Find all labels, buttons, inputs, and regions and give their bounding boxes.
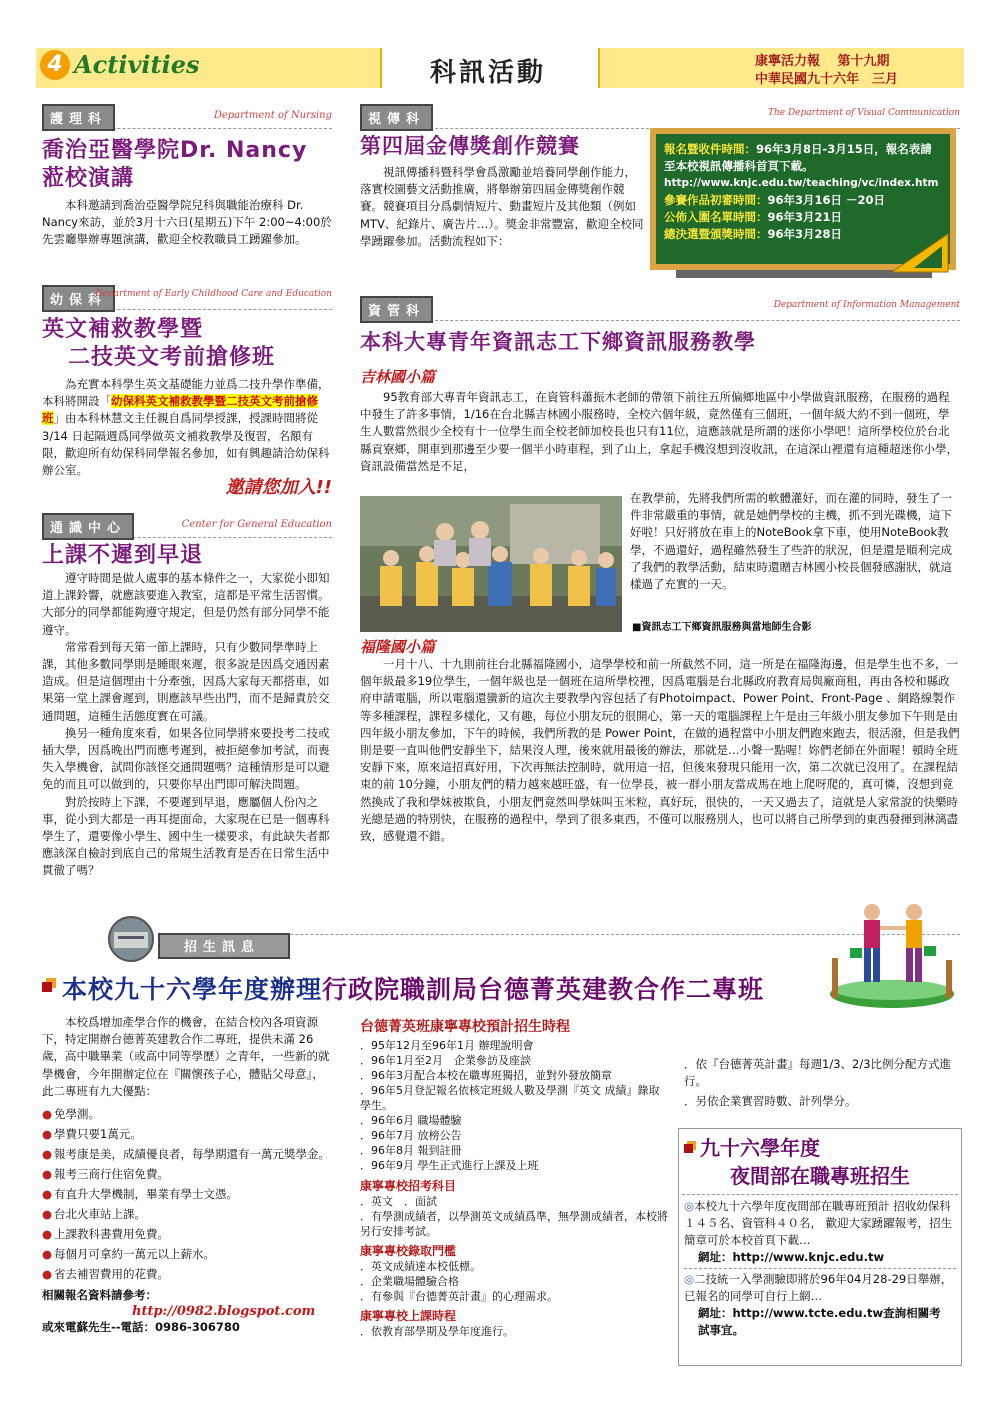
contact-label: 相關報名資料請參考：: [42, 1288, 157, 1303]
visual-dept-en: The Department of Visual Communication: [767, 108, 960, 118]
night-p1-text: 本校九十六學年度夜間部在職專班預計 招收幼保科１４５名、資管科４０名， 歡迎大家踴躍報考，招生簡章可於本校首頁下載…: [684, 1199, 953, 1247]
class-title: 康寧專校上課時程: [360, 1309, 457, 1323]
night-title-2: 夜間部在職專班招生: [730, 1164, 910, 1188]
fulong-subtitle: 福隆國小篇: [360, 638, 436, 656]
criteria-item: ．有參與『台德菁英計畫』的心理需求。: [360, 1290, 558, 1303]
schedule-item: ．96年3月配合本校在職專班獨招，並對外發放簡章: [360, 1069, 612, 1082]
board-line-3: [664, 209, 942, 226]
night-bullet-icon: [684, 1144, 693, 1153]
subject-item: ．有學測成績者，以學測英文成績爲準，無學測成績者，本校將另行安排考試。: [360, 1210, 668, 1238]
schedule-text: 96年7月 放榜公告: [371, 1129, 462, 1142]
nursing-body: 本科邀請到喬治亞醫學院兒科與職能治療科 Dr. Nancy來訪，並於3月十六日(星期五)下午 2:00~4:00於先雲廳舉辦專題演講，歡迎全校教職員工踴躍參加。: [42, 198, 332, 247]
night-content: [684, 1198, 956, 1339]
nursing-section: [42, 104, 332, 249]
divider: [684, 1268, 956, 1269]
divider: [682, 1194, 958, 1195]
admissions-bullet-icon: [42, 982, 52, 992]
nursing-headline-1: 喬治亞醫學院Dr. Nancy: [42, 138, 308, 163]
childcare-headline-2: 二技英文考前搶修班: [68, 345, 276, 370]
night-p1: [684, 1198, 956, 1249]
schedule-text: 96年5月登記報名依核定班級人數及學測『英文 成績』錄取學生。: [360, 1084, 660, 1112]
admissions-headline-a: 本校九十六學年度辦理: [62, 975, 323, 1004]
schedule-text: 95年12月至96年1月 辦理說明會: [371, 1039, 534, 1052]
general-p1: 遵守時間是做人處事的基本條件之一，大家從小即知道上課鈴響，就應該要進入教室，這都是平常生活習慣。大部分的同學都能夠遵守規定，但是仍然有部分同學不能遵守。: [42, 571, 330, 637]
contact-phone: 或來電蘇先生--電話：0986-306780: [42, 1320, 240, 1335]
board-label-1: 報名暨收件時間：: [664, 142, 756, 156]
criteria-text: 有參與『台德菁英計畫』的心理需求。: [371, 1290, 558, 1303]
class-item: ．依教育部學期及學年度進行。: [360, 1325, 514, 1338]
board-line-2: [664, 192, 942, 209]
night-p2-text: 二技統一入學測驗即將於96年04月28-29日舉辦，已報名的同學可自行上網…: [684, 1272, 953, 1303]
criteria-item: ．企業職場體驗合格: [360, 1275, 459, 1288]
right-list-item: ．依『台德菁英計畫』每週1/3、2/3比例分配方式進行。: [684, 1057, 952, 1088]
page-title: 科訊活動: [429, 58, 546, 88]
right-list-text: 依『台德菁英計畫』每週1/3、2/3比例分配方式進行。: [684, 1057, 952, 1088]
subjects-title: 康寧專校招考科目: [360, 1179, 457, 1193]
childcare-section: [42, 285, 332, 499]
jilin-continued: 在教學前，先將我們所需的軟體灌好，而在灌的同時，發生了一件非常嚴重的事情，就是她們學校的主機，抓不到光碟機，這下好啦！只好將放在車上的NoteBook拿下車，使用NoteBook教學，不過還好，過程雖然發生了些許的狀況，但是還是順利完成了我們的教學活動，結束時還贈吉林國小校長個發感謝狀，就這樣過了充實的一天。: [630, 491, 952, 592]
criteria-title: 康寧專校錄取門檻: [360, 1244, 457, 1258]
triangle-ruler-icon: [890, 230, 950, 274]
subject-item: ．英文 ．面試: [360, 1195, 437, 1208]
right-list-item: ．另依企業實習時數、計列學分。: [684, 1094, 857, 1108]
nursing-dept-en: Department of Nursing: [213, 110, 332, 121]
schedule-text: 96年6月 職場體驗: [371, 1114, 462, 1127]
criteria-text: 企業職場體驗合格: [371, 1275, 459, 1288]
admissions-headline-b: 行政院職訓局台德菁英建教合作二專班: [322, 975, 765, 1004]
issue-line-2: 中華民國九十六年 三月: [755, 72, 899, 87]
schedule-item: ．96年9月 學生正式進行上課及上班: [360, 1159, 539, 1172]
general-p2: 常常看到每天第一節上課時，只有少數同學準時上課，其他多數同學則是睡眼來遲，很多說是因爲交通因素造成。但是這個理由十分牽強，因爲大家每天都搭車，如果第一堂上課會遲到，則應該早些出門，而不是歸責於交通問題，這種生活態度實在可議。: [42, 639, 330, 723]
night-p2: [684, 1271, 956, 1305]
circle-bullet-icon: ◎: [684, 1199, 695, 1213]
criteria-text: 英文成績達本校低標。: [371, 1260, 481, 1273]
childcare-highlight: 幼保科英文補救教學暨二技英文考前搶修班: [42, 394, 318, 426]
visual-section: [360, 104, 960, 129]
schedule-title: 台德菁英班康寧專校預計招生時程: [360, 1019, 570, 1035]
subject-text: 英文 ．面試: [371, 1195, 437, 1208]
benefit-item: ● 每個月可拿約一萬元以上薪水。: [42, 1246, 334, 1263]
admissions-headline: [62, 970, 764, 1006]
general-section: [42, 513, 332, 880]
benefit-item: ● 學費只要1萬元。: [42, 1126, 334, 1143]
general-dept-en: Center for General Education: [181, 519, 332, 530]
general-p3: 換另一種角度來看，如果各位同學將來要投考二技或插大學，因爲晚出門而應考遲到，被拒絕參加考試，而喪失入學機會，試問你該怪交通問題嗎？這種情形是可以避免的而且可以做到的，只要你早出門即可解決問題。: [42, 725, 330, 792]
class-text: 依教育部學期及學年度進行。: [371, 1325, 514, 1338]
divider: [360, 320, 960, 321]
nursing-headline-2: 蒞校演講: [42, 166, 135, 191]
childcare-body: [42, 376, 332, 479]
section-en: Activities: [74, 50, 200, 79]
schedule-text: 96年9月 學生正式進行上課及上班: [371, 1159, 539, 1172]
jilin-body: 95教育部大專青年資訊志工，在資管科蕭振木老師的帶領下前往五所偏鄉地區中小學做資訊服務，在服務的過程中發生了許多事情，1/16在台北縣吉林國小服務時，全校六個年級，竟然僅有三個班，一個年級大約不到一個班，學生人數當然很少全校有十一位學生而全校老師加校長也只有11位，這應該就是所謂的迷你小學吧！這所學校位於台北縣貢寮鄉，開車到那邊至少要一個半小時車程，到了山上，拿起手機沒想到沒收訊，在這深山裡還有這種超迷你小學，資訊設備當然是不足，: [360, 390, 958, 473]
board-url: http://www.knjc.edu.tw/teaching/vc/index.htm: [664, 177, 939, 189]
schedule-text: 96年8月 報到註冊: [371, 1144, 462, 1157]
board-line-1: [664, 141, 942, 175]
infomgmt-section: [360, 296, 960, 321]
volunteer-group-photo: [360, 496, 622, 632]
subject-text: 有學測成績者，以學測英文成績爲準，無學測成績者，本校將另行安排考試。: [360, 1210, 668, 1238]
childcare-headline-1: 英文補救教學暨: [42, 317, 204, 342]
childcare-body-2: 」由本科林慧文主任親自爲同學授課，授課時間將從 3/14 日起隔週爲同學做英文補救教學及復習，名額有限，歡迎所有幼保科同學報名參加，如有興趣請洽幼保科辦公室。: [42, 411, 330, 478]
handshake-illustration: [810, 898, 970, 1012]
night-url[interactable]: 網址：http://www.knjc.edu.tw: [698, 1250, 885, 1264]
admissions-middle: [360, 1016, 670, 1339]
visual-headline: 第四屆金傳獎創作競賽: [360, 134, 580, 158]
infomgmt-dept-en: Department of Information Management: [773, 300, 960, 310]
board-value-2: 96年3月16日 －20日: [767, 193, 886, 207]
nursing-tag: 護理科: [42, 104, 115, 131]
general-p4: 對於按時上下課，不要遲到早退，應屬個人份內之事，從小到大都是一再耳提面命，大家現在已是一個專科學生了，還要像小學生、國中生一樣要求，有此缺失者都應該深自檢討到底自己的常規生活教育是否在日常生活中貫徹了嗎？: [42, 794, 330, 878]
childcare-body-1: 為充實本科學生英文基礎能力並爲二技升學作準備，本科將開設「: [42, 377, 330, 409]
board-label-3: 公佈入圍名單時間：: [664, 210, 768, 224]
schedule-item: ．96年1月至2月 企業參訪及座談: [360, 1054, 531, 1067]
issue-line-1: 康寧活力報 第十九期: [755, 54, 890, 69]
circle-bullet-icon: ◎: [684, 1272, 695, 1286]
schedule-item: ．96年6月 職場體驗: [360, 1114, 462, 1127]
board-value-1: 96年3月8日-3月15日，報名表請至本校視訊傳播科首頁下載。: [664, 142, 932, 173]
night-title-1: 九十六學年度: [700, 1136, 820, 1160]
board-value-4: 96年3月28日: [767, 227, 843, 241]
building-photo: [104, 916, 158, 962]
right-list-text: 另依企業實習時數、計列學分。: [695, 1094, 857, 1108]
board-label-4: 總決選暨頒獎時間：: [664, 227, 768, 241]
schedule-item: ．96年5月登記報名依核定班級人數及學測『英文 成績』錄取學生。: [360, 1084, 660, 1112]
page-number: 4: [40, 50, 70, 80]
infomgmt-tag: 資管科: [360, 296, 433, 323]
schedule-item: ．95年12月至96年1月 辦理說明會: [360, 1039, 534, 1052]
childcare-dept-en: Department of Early Childhood Care and Education: [95, 289, 332, 299]
blog-link[interactable]: http://0982.blogspot.com: [132, 1304, 316, 1320]
benefit-item: ● 有直升大學機制，畢業有學士文憑。: [42, 1186, 334, 1203]
general-tag: 通識中心: [42, 513, 134, 540]
admissions-tag: 招生訊息: [183, 940, 260, 955]
fulong-body: 一月十八、十九則前往台北縣福隆國小，這學學校和前一所截然不同，這一所是在福隆海邊，但是學生也不多，一個年級最多19位學生，一個年級也是一個班在這所學校裡，因爲電腦是台北縣政府教育局與廠商租，再由各校和縣政府申請電腦，所以電腦還蠻新的這次主要教學內容包括了有Photoimpact、Power Point、Front-Page 、網路線製作等多種課程，課程多樣化，又有趣，每位小朋友玩的很開心，第一天的電腦課程上午是由三年級小朋友參加下午則是由四年級小朋友參加，下午的時候，我們所教的是 Power Point，在做的過程當中小朋友們跑來跑去，很活潑，但是我們則是要一直叫他們安靜坐下，結果沒人理，後來就用最後的辦法，那就是…小聲一點喔！妳們老師在外面喔！頓時全班安靜下來，原來這招真好用，下次再無法控制時，就用這一招，但後來發現只能用一次，第二次就已沒用了。在課程結束的前 10分鐘，小朋友們的精力越來越旺盛，有一位學長，被一群小朋友當成馬在地上爬呀爬的，真可憐，沒想到竟然換成了我和學妹被欺負，小朋友們竟然叫學妹叫玉米粒，真好玩，很快的，一天又過去了，這就是人家常說的快樂時光總是過的特別快，在服務的過程中，學到了很多東西，不僅可以服務別人，也可以將自己所學到的東西發揮到淋漓盡致，感覺還不錯。: [360, 657, 960, 844]
schedule-text: 96年1月至2月 企業參訪及座談: [371, 1054, 531, 1067]
criteria-item: ．英文成績達本校低標。: [360, 1260, 481, 1273]
jilin-subtitle: 吉林國小篇: [360, 368, 436, 386]
admissions-right: [684, 1056, 960, 1110]
board-value-3: 96年3月21日: [767, 210, 843, 224]
visual-body: 視訊傳播科暨科學會爲激勵並培養同學創作能力，落實校園藝文活動推廣，將舉辦第四屆金傳獎創作競賽。競賽項目分爲劇情短片、動畫短片及其他類（例如MTV、紀錄片、廣告片…）。獎金非常豐富，歡迎全校同學踴躍參加。活動流程如下：: [360, 165, 644, 248]
childcare-invite: 邀請您加入!!: [225, 477, 332, 499]
benefit-item: ● 台北火車站上課。: [42, 1206, 334, 1223]
schedule-item: ．96年8月 報到註冊: [360, 1144, 462, 1157]
visual-tag: 視傳科: [360, 104, 433, 131]
schedule-text: 96年3月配合本校在職專班獨招，並對外發放簡章: [371, 1069, 612, 1082]
benefit-item: ● 免學測。: [42, 1106, 334, 1123]
admissions-intro: 本校爲增加產學合作的機會，在結合校內各項資源下，特定開辦台德菁英建教合作二專班，提供未滿 26 歲，高中職畢業（或高中同等學歷）之青年，一些新的就學機會，今年開辦定位在『關懷孩子心，體貼父母意』，此二專班有九大優點：: [42, 1015, 330, 1098]
schedule-item: ．96年7月 放榜公告: [360, 1129, 462, 1142]
childcare-tag: 幼保科: [42, 285, 115, 312]
photo-caption: ■資訊志工下鄉資訊服務與當地師生合影: [632, 622, 812, 633]
benefit-item: ● 省去補習費用的花費。: [42, 1266, 334, 1283]
infomgmt-headline: 本科大專青年資訊志工下鄉資訊服務教學: [360, 330, 756, 354]
benefit-item: ● 上課教科書費用免費。: [42, 1226, 334, 1243]
night-url-2[interactable]: 網址：http://www.tcte.edu.tw查詢相關考 試事宜。: [698, 1306, 941, 1337]
general-headline: 上課不遲到早退: [42, 543, 204, 568]
benefit-item: ● 報考康是美，成績優良者，每學期還有一萬元獎學金。: [42, 1146, 334, 1163]
benefit-item: ● 報考三商行住宿免費。: [42, 1166, 334, 1183]
board-label-2: 參賽作品初審時間：: [664, 193, 768, 207]
admissions-left: [42, 1014, 334, 1336]
